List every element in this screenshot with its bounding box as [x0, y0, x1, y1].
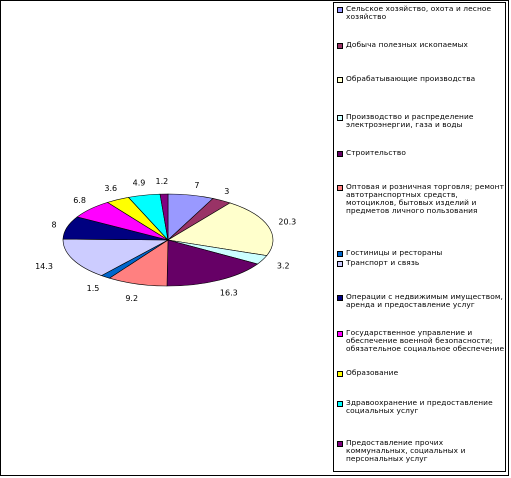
legend-label: Транспорт и связь [346, 258, 420, 267]
legend-swatch [337, 441, 343, 447]
data-label-0: 7 [194, 181, 200, 191]
legend-label: Операции с недвижимым имуществом, аренда и предоставление услуг [346, 292, 503, 309]
legend-label: Оптовая и розничная торговля; ремонт автотранспортных средств, мотоциклов, бытовых изделий и предметов личного пользования [346, 182, 504, 215]
data-label-2: 20.3 [278, 217, 297, 227]
legend-swatch [337, 115, 343, 121]
legend-swatch [337, 261, 343, 267]
legend-label: Предоставление прочих коммунальных, социальных и персональных услуг [346, 438, 466, 463]
data-label-3: 3.2 [276, 261, 290, 271]
legend-label: Сельское хозяйство, охота и лесное хозяйство [346, 4, 492, 21]
data-label-7: 14.3 [35, 261, 53, 271]
legend-label: Добыча полезных ископаемых [346, 40, 469, 49]
legend-label: Обрабатывающие производства [346, 74, 476, 83]
legend-swatch [337, 401, 343, 407]
legend-label: Государственное управление и обеспечение военной безопасности; обязательное социальное обеспечение [346, 328, 505, 353]
data-label-4: 16.3 [219, 288, 238, 298]
data-label-11: 4.9 [132, 178, 146, 188]
legend [333, 2, 506, 472]
data-label-1: 3 [224, 187, 230, 197]
legend-swatch [337, 77, 343, 83]
data-label-9: 6.8 [73, 196, 86, 206]
legend-label: Образование [346, 368, 399, 377]
legend-label: Строительство [346, 148, 406, 157]
legend-swatch [337, 251, 343, 257]
legend-swatch [337, 295, 343, 301]
legend-swatch [337, 371, 343, 377]
legend-swatch [337, 185, 343, 191]
legend-swatch [337, 331, 343, 337]
data-label-12: 1.2 [155, 177, 169, 186]
data-label-8: 8 [51, 220, 57, 230]
legend-swatch [337, 151, 343, 157]
legend-swatch [337, 43, 343, 49]
data-label-10: 3.6 [104, 184, 118, 194]
data-label-5: 9.2 [125, 293, 139, 303]
legend-label: Гостиницы и рестораны [346, 248, 443, 257]
legend-label: Производство и распределение электроэнергии, газа и воды [346, 112, 474, 129]
legend-swatch [337, 7, 343, 13]
legend-label: Здравоохранение и предоставление социальных услуг [346, 398, 493, 415]
data-label-6: 1.5 [86, 284, 100, 294]
